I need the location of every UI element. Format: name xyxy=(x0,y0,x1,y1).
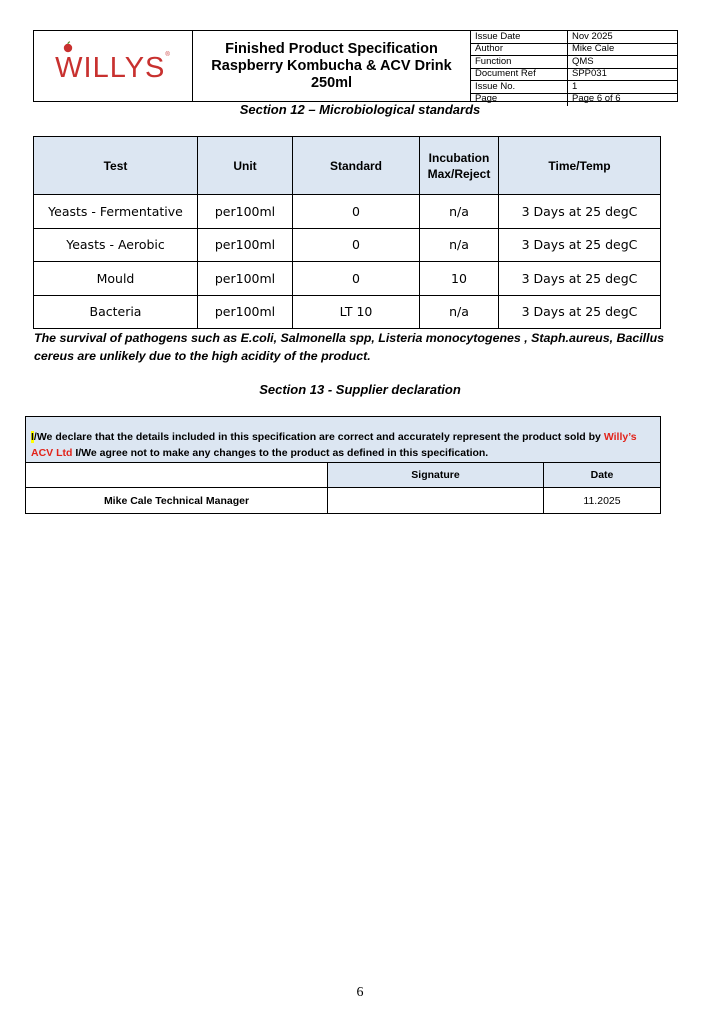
name-header xyxy=(26,463,328,488)
pathogen-note: The survival of pathogens such as E.coli, Salmonella spp, Listeria monocytogenes , Staph.aureus, Bacillus cereus are unlikely due to the high acidity of the product. xyxy=(34,331,665,363)
signature-header: Signature xyxy=(328,463,544,488)
meta-row: Issue No. 1 xyxy=(471,81,677,94)
document-title xyxy=(193,31,471,101)
col-unit: Unit xyxy=(198,137,293,195)
page-number: 6 xyxy=(356,985,364,1000)
title-line-1: Finished Product Specification xyxy=(225,40,438,57)
col-time-temp: Time/Temp xyxy=(499,137,661,195)
declaration-value-row xyxy=(26,488,661,514)
meta-row: Author Mike Cale xyxy=(471,43,677,56)
microbiological-table xyxy=(33,136,661,329)
signatory-name: Mike Cale Technical Manager xyxy=(26,488,328,514)
meta-row: Page Page 6 of 6 xyxy=(471,93,677,105)
meta-row: Document Ref SPP031 xyxy=(471,68,677,81)
meta-row: Issue Date Nov 2025 xyxy=(471,31,677,43)
declaration-header-row xyxy=(26,463,661,488)
col-incubation: Incubation Max/Reject xyxy=(420,137,499,195)
document-header xyxy=(33,30,678,105)
col-standard: Standard xyxy=(293,137,420,195)
meta-row: Function QMS xyxy=(471,56,677,69)
title-line-2: Raspberry Kombucha & ACV Drink xyxy=(211,57,452,74)
declaration-date: 11.2025 xyxy=(544,488,661,514)
table-header-row xyxy=(34,137,661,195)
date-header: Date xyxy=(544,463,661,488)
logo-wordmark: WILLYS® xyxy=(55,51,171,84)
table-row: Mould per100ml 0 10 3 Days at 25 degC xyxy=(34,262,661,296)
document-meta xyxy=(471,30,677,105)
company-name: Willy’s ACV Ltd xyxy=(31,431,637,459)
table-row: Yeasts - Aerobic per100ml 0 n/a 3 Days at 25 degC xyxy=(34,228,661,262)
section-13-heading: Section 13 - Supplier declaration xyxy=(259,382,461,397)
declaration-text: I/We declare that the details included in this specification are correct and accurately represent the product sold by Willy’s ACV Ltd I/We agree not to make any changes to the product as defined in this specification. xyxy=(26,417,661,463)
meta-table xyxy=(471,31,677,106)
supplier-declaration-table xyxy=(25,416,661,514)
title-line-3: 250ml xyxy=(310,74,353,91)
section-12-heading: Section 12 – Microbiological standards xyxy=(239,102,481,117)
col-test: Test xyxy=(34,137,198,195)
table-row: Bacteria per100ml LT 10 n/a 3 Days at 25 degC xyxy=(34,295,661,329)
table-row: Yeasts - Fermentative per100ml 0 n/a 3 Days at 25 degC xyxy=(34,195,661,229)
declaration-row xyxy=(26,417,661,463)
signature-field[interactable] xyxy=(328,488,544,514)
brand-logo xyxy=(34,31,193,101)
